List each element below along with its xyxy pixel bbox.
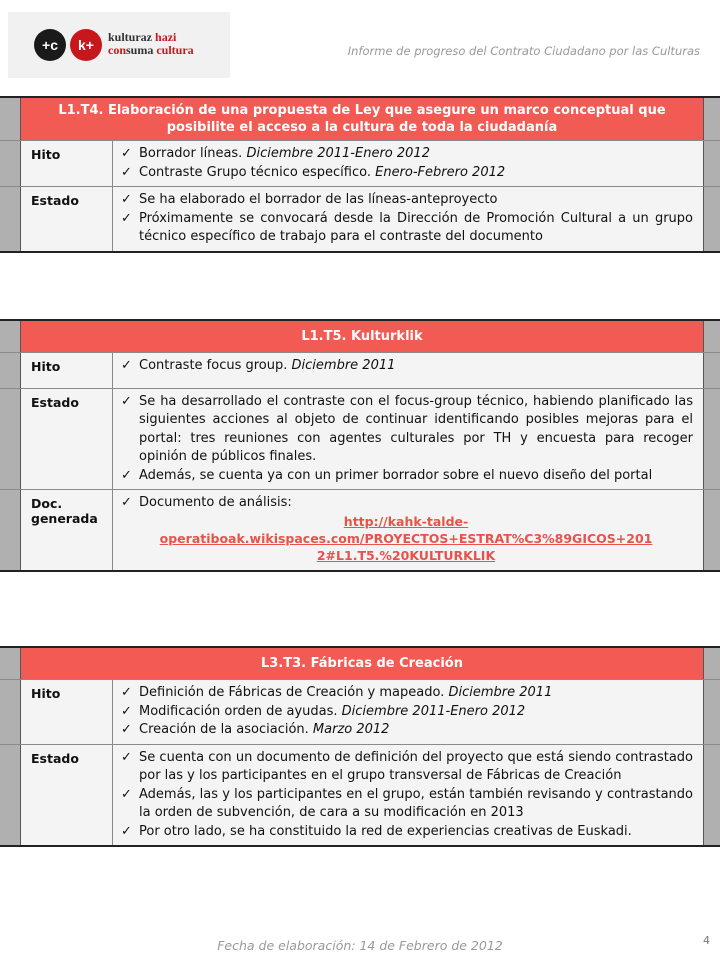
task-table-l3t3 [0,646,720,847]
checkmark-icon: ✓ [121,495,132,510]
logo-mark-plus-c: +c [34,29,66,61]
logo-word-suma: suma [126,43,154,57]
checkmark-icon: ✓ [121,210,132,226]
logo-word-con: con [108,43,126,57]
doc-link[interactable]: http://kahk-talde- operatiboak.wikispaces.com/PROYECTOS+ESTRAT%C3%89GICOS+201 2#L1.T5.%20KULTURKLIK [159,513,653,563]
checkmark-icon: ✓ [121,749,132,765]
doc-row [0,490,720,570]
table-title: L3.T3. Fábricas de Creación [21,648,703,679]
logo-mark-k-plus: k+ [70,29,102,61]
report-header-title: Informe de progreso del Contrato Ciudadano por las Culturas [347,44,700,58]
list-item: ✓ Modificación orden de ayudas. Diciembre 2011-Enero 2012 [119,703,693,722]
list-item: ✓ Documento de análisis: [119,494,693,513]
hito-row [0,680,720,745]
task-table-l1t5 [0,319,720,572]
brand-logo [8,12,230,78]
estado-label: Estado [21,745,113,846]
page-number: 4 [703,934,710,947]
list-item: ✓ Creación de la asociación. Marzo 2012 [119,721,693,740]
checkmark-icon: ✓ [121,467,132,483]
logo-word-hazi: hazi [155,30,177,44]
list-item: ✓ Además, se cuenta ya con un primer borrador sobre el nuevo diseño del portal [119,467,693,486]
list-item: ✓ Borrador líneas. Diciembre 2011-Enero 2012 [119,145,693,164]
checkmark-icon: ✓ [121,146,132,161]
hito-row [0,141,720,187]
list-item: ✓ Por otro lado, se ha constituido la red de experiencias creativas de Euskadi. [119,823,693,842]
list-item: ✓ Además, las y los participantes en el grupo, están también revisando y contrastando la orden de subvención, de cara a su modificación en 2013 [121,786,693,820]
estado-label: Estado [21,389,113,490]
checkmark-icon: ✓ [121,786,132,802]
hito-label: Hito [21,353,113,388]
checkmark-icon: ✓ [121,164,132,180]
list-item: ✓ Se cuenta con un documento de definición del proyecto que está siendo contrastado por las y los participantes en el grupo transversal de Fábricas de Creación [121,749,693,783]
table-title: L1.T5. Kulturklik [21,321,703,352]
list-item: ✓ Se ha desarrollado el contraste con el focus-group técnico, habiendo planificado las siguientes acciones al objeto de continuar identificando posibles mejoras para el portal: tres reuniones con agentes culturales por TH y encuesta para recoger opinión de públicos finales. [121,393,693,464]
checkmark-icon: ✓ [121,685,132,700]
list-item: ✓ Contraste Grupo técnico específico. Enero-Febrero 2012 [119,164,693,183]
hito-label: Hito [21,141,113,186]
estado-row [0,187,720,251]
list-item: ✓ Contraste focus group. Diciembre 2011 [119,357,693,376]
checkmark-icon: ✓ [121,703,132,719]
logo-word-kulturaz: kulturaz [108,30,156,44]
checkmark-icon: ✓ [121,358,132,373]
list-item: ✓ Se ha elaborado el borrador de las líneas-anteproyecto [119,191,693,210]
estado-label: Estado [21,187,113,251]
hito-label: Hito [21,680,113,744]
table-title: L1.T4. Elaboración de una propuesta de Ley que asegure un marco conceptual que posibilite el acceso a la cultura de toda la ciudadanía [21,98,703,140]
doc-label: Doc. generada [21,490,113,570]
table-title-row [0,98,720,141]
logo-word-cultura: cultura [153,43,194,57]
list-item: ✓ Definición de Fábricas de Creación y mapeado. Diciembre 2011 [119,684,693,703]
hito-row [0,353,720,389]
checkmark-icon: ✓ [121,192,132,207]
estado-row [0,389,720,491]
logo-text [108,31,194,57]
checkmark-icon: ✓ [121,823,132,839]
table-title-row [0,648,720,680]
elaboration-date: Fecha de elaboración: 14 de Febrero de 2012 [217,938,503,953]
list-item: ✓ Próximamente se convocará desde la Dirección de Promoción Cultural a un grupo técnico específico de trabajo para el contraste del documento [121,210,693,244]
table-title-row [0,321,720,353]
checkmark-icon: ✓ [121,722,132,737]
task-table-l1t4 [0,96,720,253]
estado-row [0,745,720,846]
checkmark-icon: ✓ [121,393,132,409]
